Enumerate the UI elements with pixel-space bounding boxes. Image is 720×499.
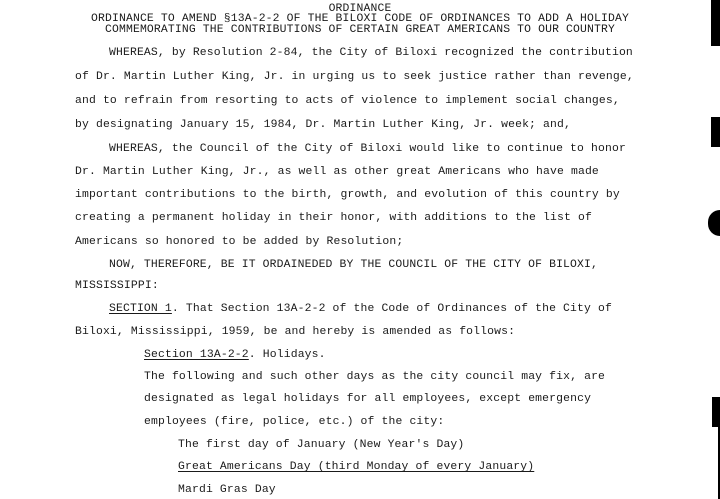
subsection-body-line-2: designated as legal holidays for all employees, except emergency — [144, 393, 592, 405]
subsection-heading — [144, 349, 326, 362]
whereas-1-line-1: WHEREAS, by Resolution 2-84, the City of Biloxi recognized the contribution — [109, 47, 633, 59]
subsection-title: . Holidays. — [248, 349, 326, 361]
subsection-body-line-3: employees (fire, police, etc.) of the city: — [144, 416, 445, 428]
whereas-2-line-3: important contributions to the birth, growth, and evolution of this country by — [75, 189, 620, 201]
scan-hole-punch — [708, 210, 720, 236]
whereas-2-line-4: creating a permanent holiday in their honor, with additions to the list of — [75, 212, 592, 224]
ordained-line-1: NOW, THEREFORE, BE IT ORDAINEDED BY THE COUNCIL OF THE CITY OF BILOXI, — [109, 259, 598, 271]
subsection-label: Section 13A-2-2 — [144, 349, 249, 361]
document-heading: ORDINANCE — [328, 3, 392, 15]
whereas-1-line-3: and to refrain from resorting to acts of violence to implement social changes, — [75, 95, 620, 107]
whereas-2-line-1: WHEREAS, the Council of the City of Biloxi would like to continue to honor — [109, 143, 626, 155]
ordinance-title-line-2: COMMEMORATING THE CONTRIBUTIONS OF CERTAIN GREAT AMERICANS TO OUR COUNTRY — [105, 24, 615, 36]
whereas-1-line-4: by designating January 15, 1984, Dr. Martin Luther King, Jr. week; and, — [75, 119, 571, 131]
section-1-label: SECTION 1 — [109, 303, 172, 315]
holiday-item: The first day of January (New Year's Day) — [178, 439, 465, 451]
section-1-line-1 — [109, 303, 612, 316]
subsection-body-line-1: The following and such other days as the city council may fix, are — [144, 371, 606, 383]
holiday-item: Mardi Gras Day — [178, 484, 276, 496]
ordained-line-2: MISSISSIPPI: — [75, 280, 159, 292]
whereas-2-line-2: Dr. Martin Luther King, Jr., as well as other great Americans who have made — [75, 166, 599, 178]
ordinance-title-line-1: ORDINANCE TO AMEND §13A-2-2 OF THE BILOXI CODE OF ORDINANCES TO ADD A HOLIDAY — [91, 13, 629, 25]
section-1-text: . That Section 13A-2-2 of the Code of Ordinances of the City of — [171, 303, 612, 315]
holiday-item: Great Americans Day (third Monday of every January) — [178, 461, 535, 473]
scan-edge-mark — [711, 117, 720, 147]
section-1-line-2: Biloxi, Mississippi, 1959, be and hereby is amended as follows: — [75, 326, 516, 338]
scan-edge-mark — [711, 0, 720, 46]
whereas-2-line-5: Americans so honored to be added by Resolution; — [75, 236, 404, 248]
whereas-1-line-2: of Dr. Martin Luther King, Jr. in urging us to seek justice rather than revenge, — [75, 71, 634, 83]
